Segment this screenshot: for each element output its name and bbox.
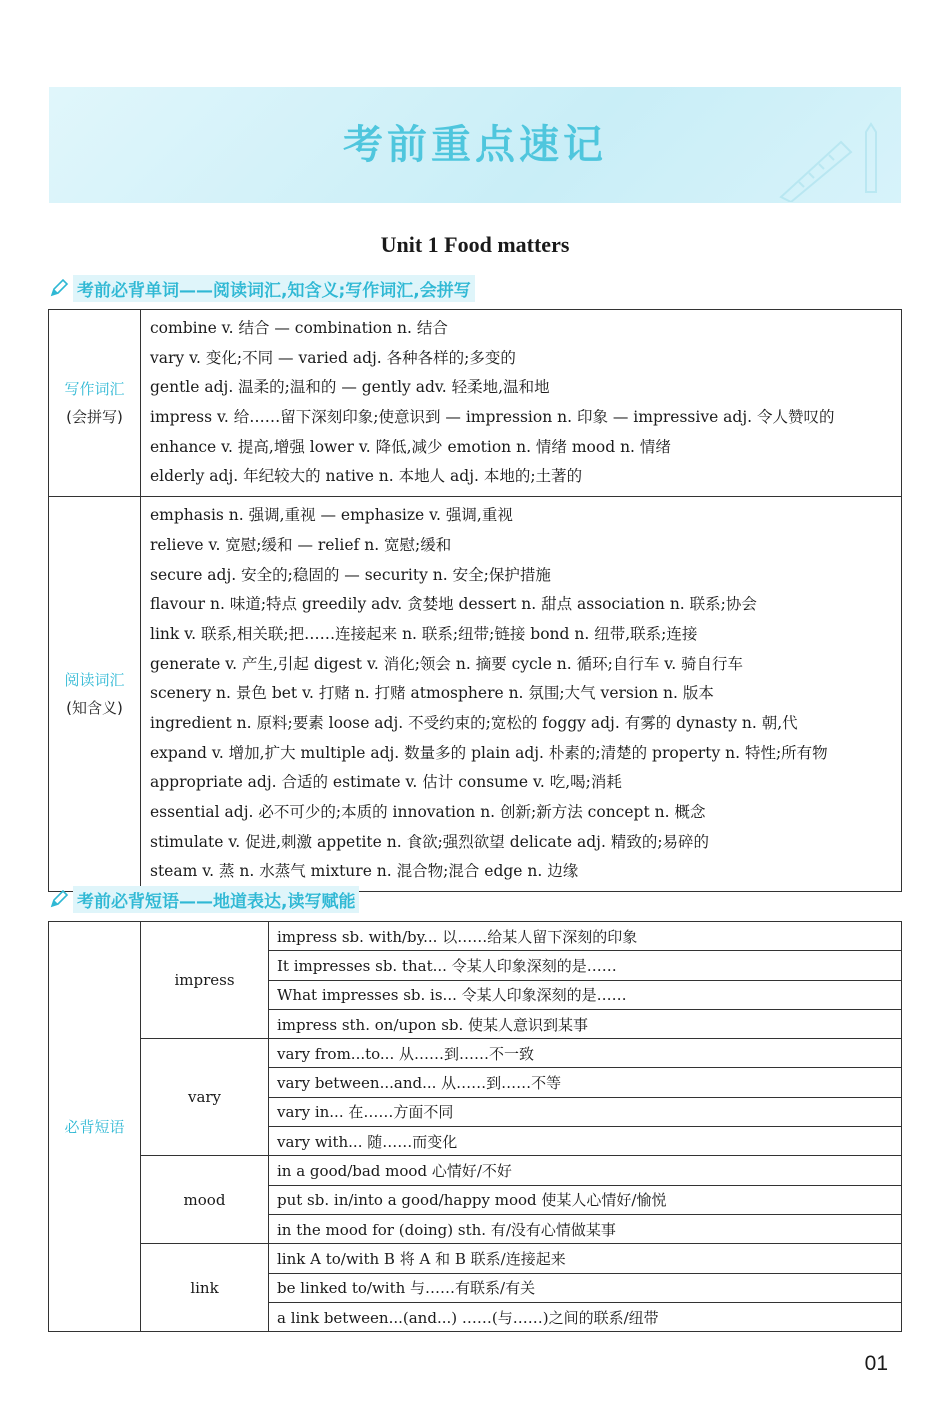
section-heading-text: 考前必背单词——阅读词汇,知含义;写作词汇,会拼写 [73, 275, 475, 302]
writing-label: 写作词汇 [64, 380, 125, 399]
vocab-line: enhance v. 提高,增强 lower v. 降低,减少 emotion n. 情绪 mood n. 情绪 [150, 437, 671, 456]
banner-title: 考前重点速记 [343, 122, 607, 168]
vocab-line: stimulate v. 促进,刺激 appetite n. 食欲;强烈欲望 delicate adj. 精致的;易碎的 [150, 832, 710, 851]
section-heading-words [49, 275, 475, 301]
vocab-line: link v. 联系,相关联;把……连接起来 n. 联系;纽带;链接 bond n. 纽带,联系;连接 [150, 624, 698, 643]
writing-row [49, 310, 902, 497]
phrase-item: impress sb. with/by... 以……给某人留下深刻的印象 [269, 922, 902, 951]
vocab-line: gentle adj. 温柔的;温和的 — gently adv. 轻柔地,温和地 [150, 378, 550, 397]
reading-label: 阅读词汇 [64, 671, 125, 690]
reading-list [141, 497, 902, 892]
pencil-icon [49, 278, 69, 298]
vocab-line: flavour n. 味道;特点 greedily adv. 贪婪地 dessert n. 甜点 association n. 联系;协会 [150, 595, 757, 614]
phrase-headword: impress [141, 922, 269, 1039]
reading-sublabel: (知含义) [66, 699, 123, 718]
reading-category [49, 497, 141, 892]
header-banner [49, 87, 901, 203]
phrase-row [49, 1156, 902, 1185]
vocab-line: elderly adj. 年纪较大的 native n. 本地人 adj. 本地的;土著的 [150, 467, 583, 486]
phrases-table [48, 921, 902, 1332]
vocab-line: essential adj. 必不可少的;本质的 innovation n. 创新;新方法 concept n. 概念 [150, 803, 706, 821]
writing-category [49, 310, 141, 497]
ruler-pencil-icon [771, 122, 891, 202]
phrase-item: vary from...to... 从……到……不一致 [269, 1039, 902, 1068]
phrase-item: put sb. in/into a good/happy mood 使某人心情好/愉悦 [269, 1185, 902, 1214]
phrase-item: in the mood for (doing) sth. 有/没有心情做某事 [269, 1214, 902, 1243]
page-number: 01 [864, 1352, 888, 1375]
vocab-line: vary v. 变化;不同 — varied adj. 各种各样的;多变的 [150, 348, 516, 367]
phrase-headword: mood [141, 1156, 269, 1244]
vocab-line: ingredient n. 原料;要素 loose adj. 不受约束的;宽松的 foggy adj. 有雾的 dynasty n. 朝,代 [150, 713, 798, 732]
vocab-line: expand v. 增加,扩大 multiple adj. 数量多的 plain adj. 朴素的;清楚的 property n. 特性;所有物 [150, 743, 828, 762]
vocabulary-table [48, 309, 902, 892]
vocab-line: impress v. 给……留下深刻印象;使意识到 — impression n. 印象 — impressive adj. 令人赞叹的 [150, 408, 835, 427]
phrase-item: be linked to/with 与……有联系/有关 [269, 1273, 902, 1302]
phrase-item: impress sth. on/upon sb. 使某人意识到某事 [269, 1009, 902, 1038]
reading-row [49, 497, 902, 892]
vocab-line: scenery n. 景色 bet v. 打赌 n. 打赌 atmosphere n. 氛围;大气 version n. 版本 [150, 684, 714, 703]
unit-title: Unit 1 Food matters [380, 232, 570, 257]
phrases-category: 必背短语 [49, 922, 141, 1332]
phrase-item: a link between...(and...) ……(与……)之间的联系/纽带 [269, 1302, 902, 1331]
vocab-line: generate v. 产生,引起 digest v. 消化;领会 n. 摘要 cycle n. 循环;自行车 v. 骑自行车 [150, 654, 744, 673]
phrase-item: link A to/with B 将 A 和 B 联系/连接起来 [269, 1244, 902, 1273]
phrase-item: vary in... 在……方面不同 [269, 1097, 902, 1126]
phrase-row [49, 1039, 902, 1068]
vocab-line: emphasis n. 强调,重视 — emphasize v. 强调,重视 [150, 506, 513, 525]
vocab-line: steam v. 蒸 n. 水蒸气 mixture n. 混合物;混合 edge n. 边缘 [150, 862, 579, 881]
phrase-item: vary between...and... 从……到……不等 [269, 1068, 902, 1097]
vocab-line: relieve v. 宽慰;缓和 — relief n. 宽慰;缓和 [150, 535, 452, 554]
vocab-line: combine v. 结合 — combination n. 结合 [150, 319, 448, 337]
phrase-row [49, 922, 902, 951]
phrase-row [49, 1244, 902, 1273]
writing-sublabel: (会拼写) [66, 408, 123, 427]
section-heading-text: 考前必背短语——地道表达,读写赋能 [73, 886, 359, 913]
writing-list [141, 310, 902, 497]
pencil-icon [49, 889, 69, 909]
vocab-line: appropriate adj. 合适的 estimate v. 估计 consume v. 吃,喝;消耗 [150, 773, 622, 792]
phrase-headword: link [141, 1244, 269, 1332]
vocab-line: secure adj. 安全的;稳固的 — security n. 安全;保护措施 [150, 565, 551, 584]
phrase-item: It impresses sb. that... 令某人印象深刻的是…… [269, 951, 902, 980]
phrase-item: vary with... 随……而变化 [269, 1127, 902, 1156]
phrase-headword: vary [141, 1039, 269, 1156]
phrase-item: What impresses sb. is... 令某人印象深刻的是…… [269, 980, 902, 1009]
phrase-item: in a good/bad mood 心情好/不好 [269, 1156, 902, 1185]
section-heading-phrases [49, 886, 359, 912]
